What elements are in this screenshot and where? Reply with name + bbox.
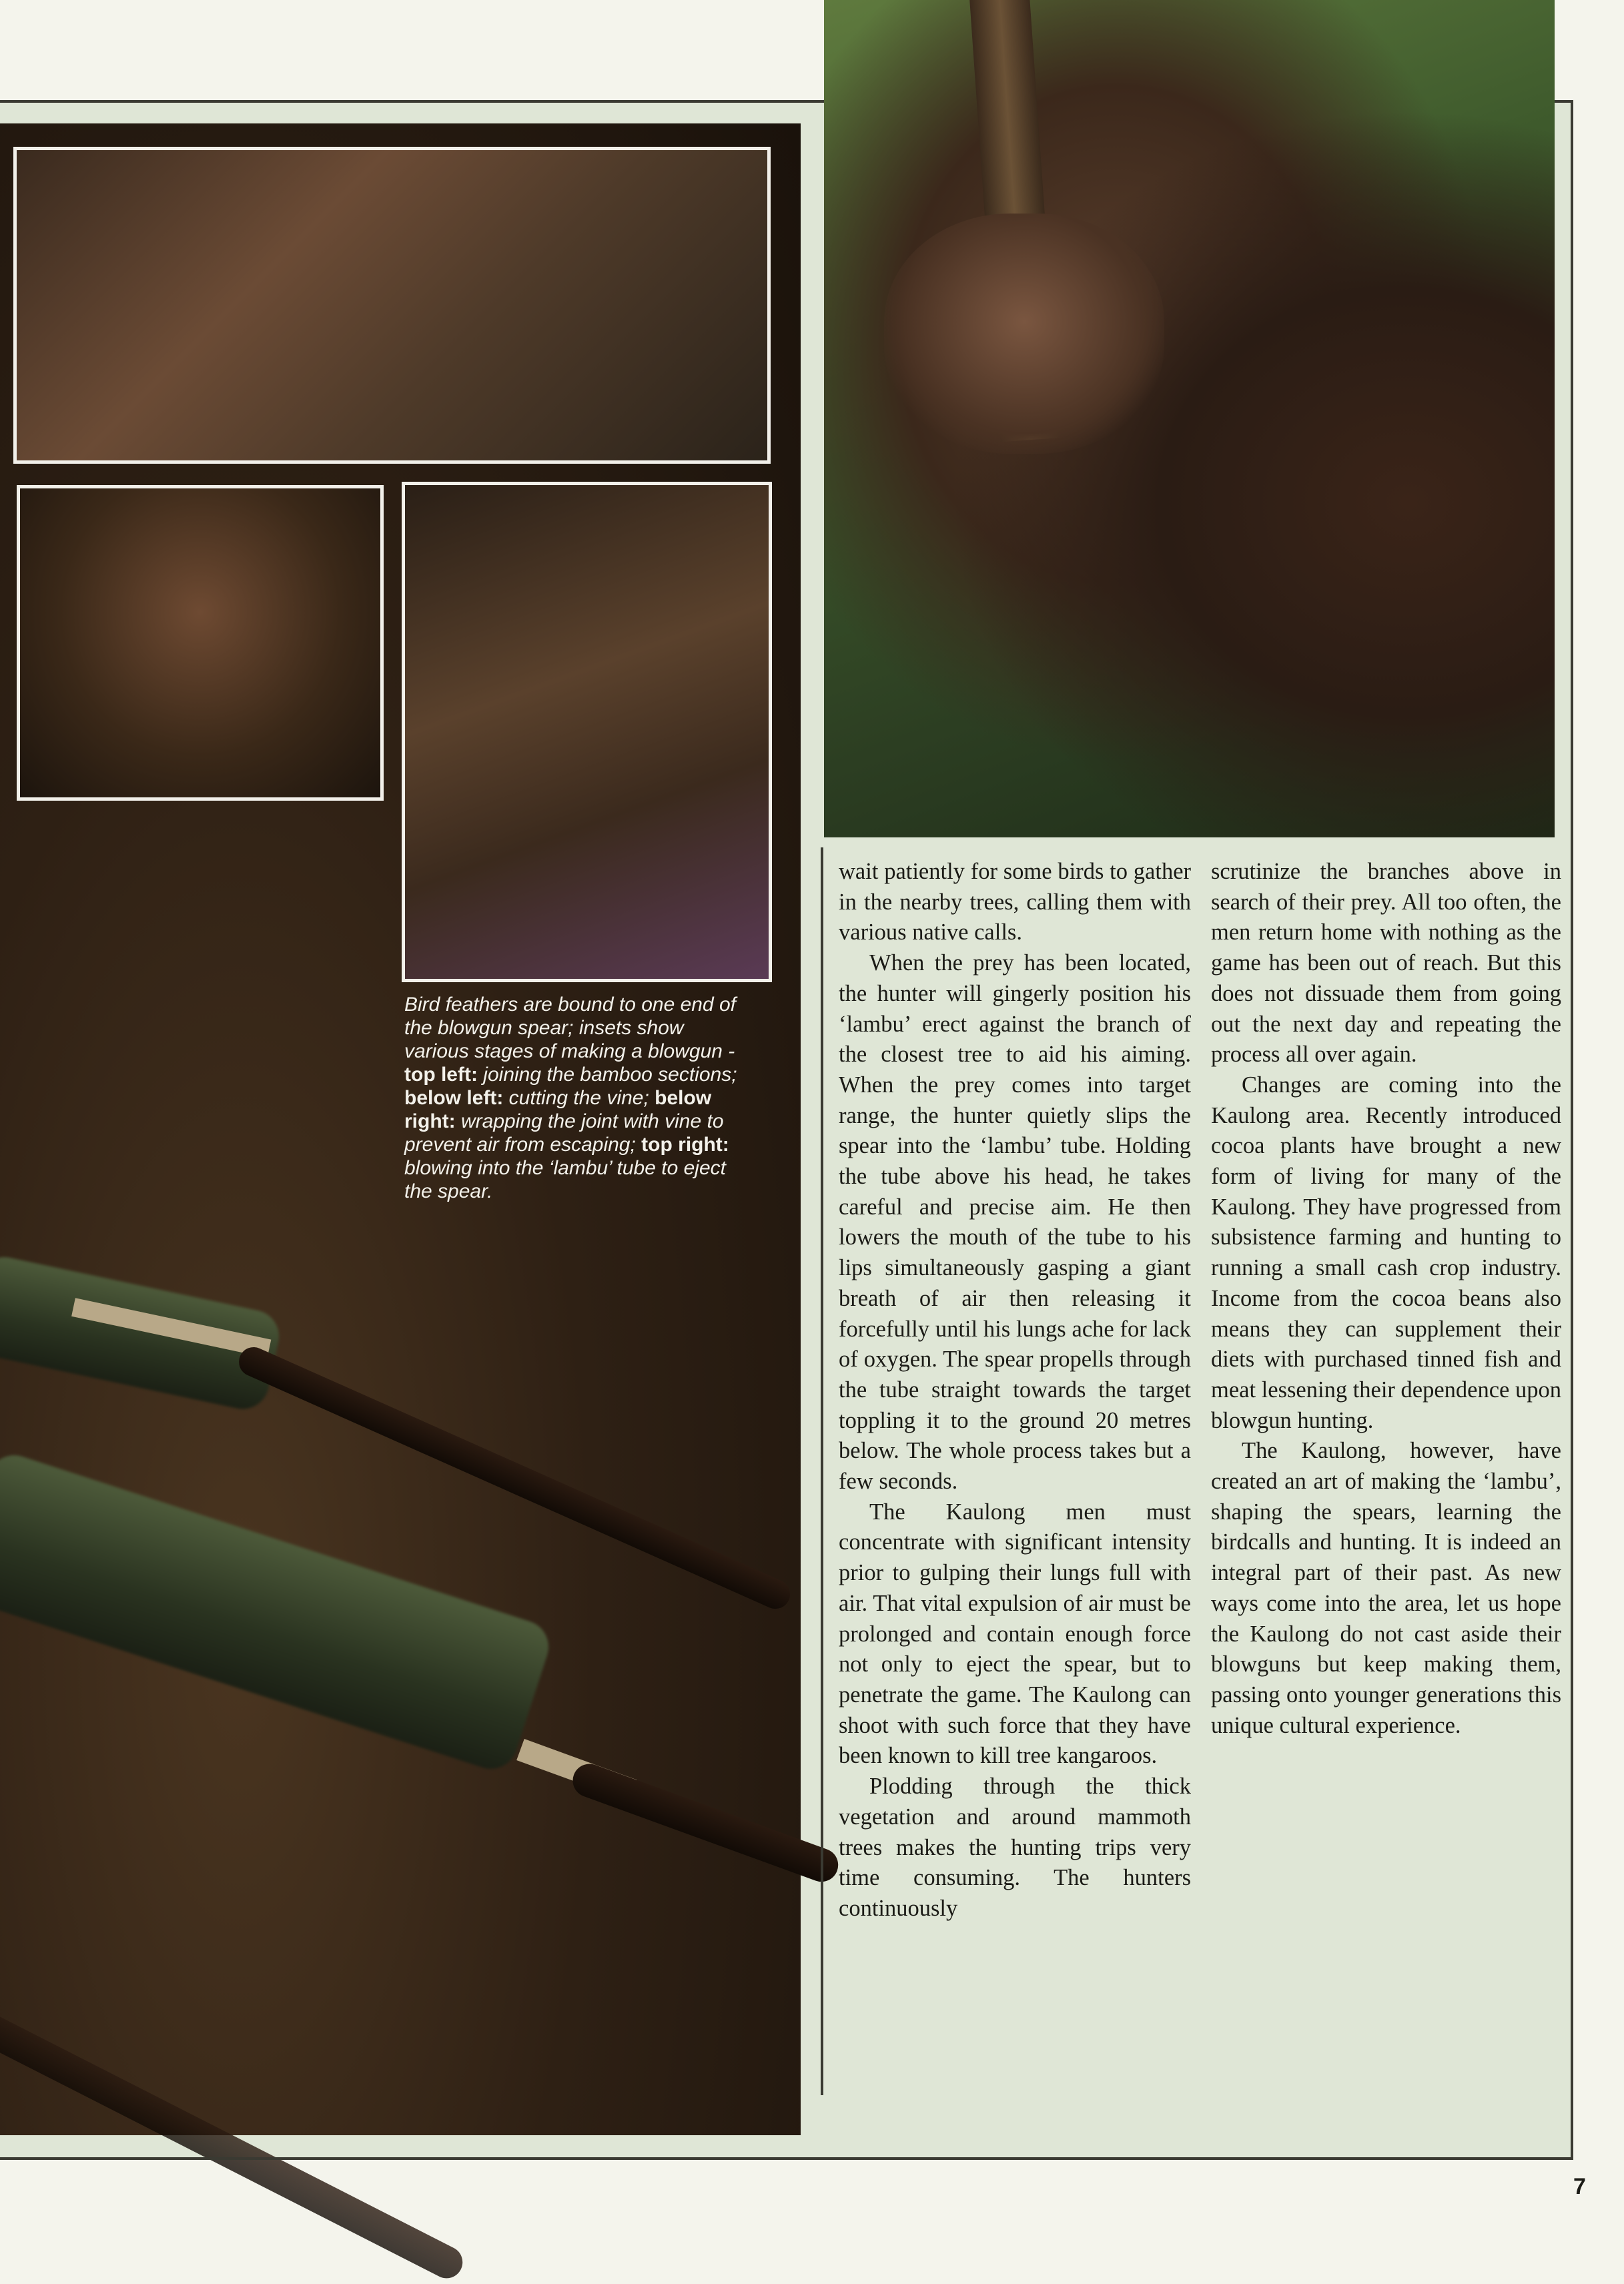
paragraph: wait patiently for some birds to gather in the nearby trees, calling them with various native calls. <box>839 859 1191 945</box>
column-rule <box>821 847 823 2095</box>
paragraph: When the prey has been located, the hunter will gingerly position his ‘lambu’ erect against the branch of the closest tree to aid his aiming. When the prey comes into target range, the hunter quietly slips the spear into the ‘lambu’ tube. Holding the tube above his head, he takes careful and precise aim. He then lowers the mouth of the tube to his lips simultaneously gasping a giant breath of air then releasing it forcefully until his lungs ache for lack of oxygen. The spear propells through the tube straight towards the target toppling it to the ground 20 metres below. The whole process takes but a few seconds. <box>839 950 1191 1495</box>
paragraph: scrutinize the branches above in search of their prey. All too often, the men return home with nothing as the game has been out of reach. But this does not dissuade them from going out the next day and repeating the process all over again. <box>1211 859 1561 1068</box>
inset-joining-bamboo-photo <box>13 147 771 464</box>
inset-wrapping-joint-photo <box>402 482 772 982</box>
hands <box>884 214 1164 454</box>
inset-cutting-vine-photo <box>17 485 384 801</box>
page-rule <box>1555 100 1572 103</box>
photo-caption: Bird feathers are bound to one end of the blowgun spear; insets show various stages of making a blowgun - top left: joining the bamboo sections; below left: cutting the vine; below right: wrapping the joint with vine to prevent air from escaping; top right: blowing into the ‘lambu’ tube to eject the spear. <box>404 994 737 1202</box>
article-column-2 <box>1211 857 1561 1741</box>
hunter-blowing-lambu-photo <box>824 0 1555 837</box>
paragraph: The Kaulong men must concentrate with significant intensity prior to gulping their lungs full with air. That vital expulsion of air must be prolonged and contain enough force not only to eject the spear, but to penetrate the game. The Kaulong can shoot with such force that they have been known to kill tree kangaroos. <box>839 1499 1191 1769</box>
page-rule <box>1571 100 1573 2159</box>
page-rule <box>0 100 827 103</box>
paragraph: Plodding through the thick vegetation and around mammoth trees makes the hunting trips very time consuming. The hunters continuously <box>839 1774 1191 1921</box>
article-column-1 <box>839 857 1191 1924</box>
paragraph: The Kaulong, however, have created an art of making the ‘lambu’, shaping the spears, learning the birdcalls and hunting. It is indeed an integral part of their past. As new ways come into the area, let us hope the Kaulong do not cast aside their blowguns but keep making them, passing onto younger generations this unique cultural experience. <box>1211 1438 1561 1738</box>
paragraph: Changes are coming into the Kaulong area. Recently introduced cocoa plants have brought a new form of living for many of the Kaulong. They have progressed from subsistence farming and hunting to running a small cash crop industry. Income from the cocoa beans also means they can supplement their diets with purchased tinned fish and meat lessening their dependence upon blowgun hunting. <box>1211 1072 1561 1433</box>
feather-tuft <box>0 1449 555 1776</box>
page-rule <box>0 2157 1573 2160</box>
page-number: 7 <box>1573 2174 1586 2199</box>
